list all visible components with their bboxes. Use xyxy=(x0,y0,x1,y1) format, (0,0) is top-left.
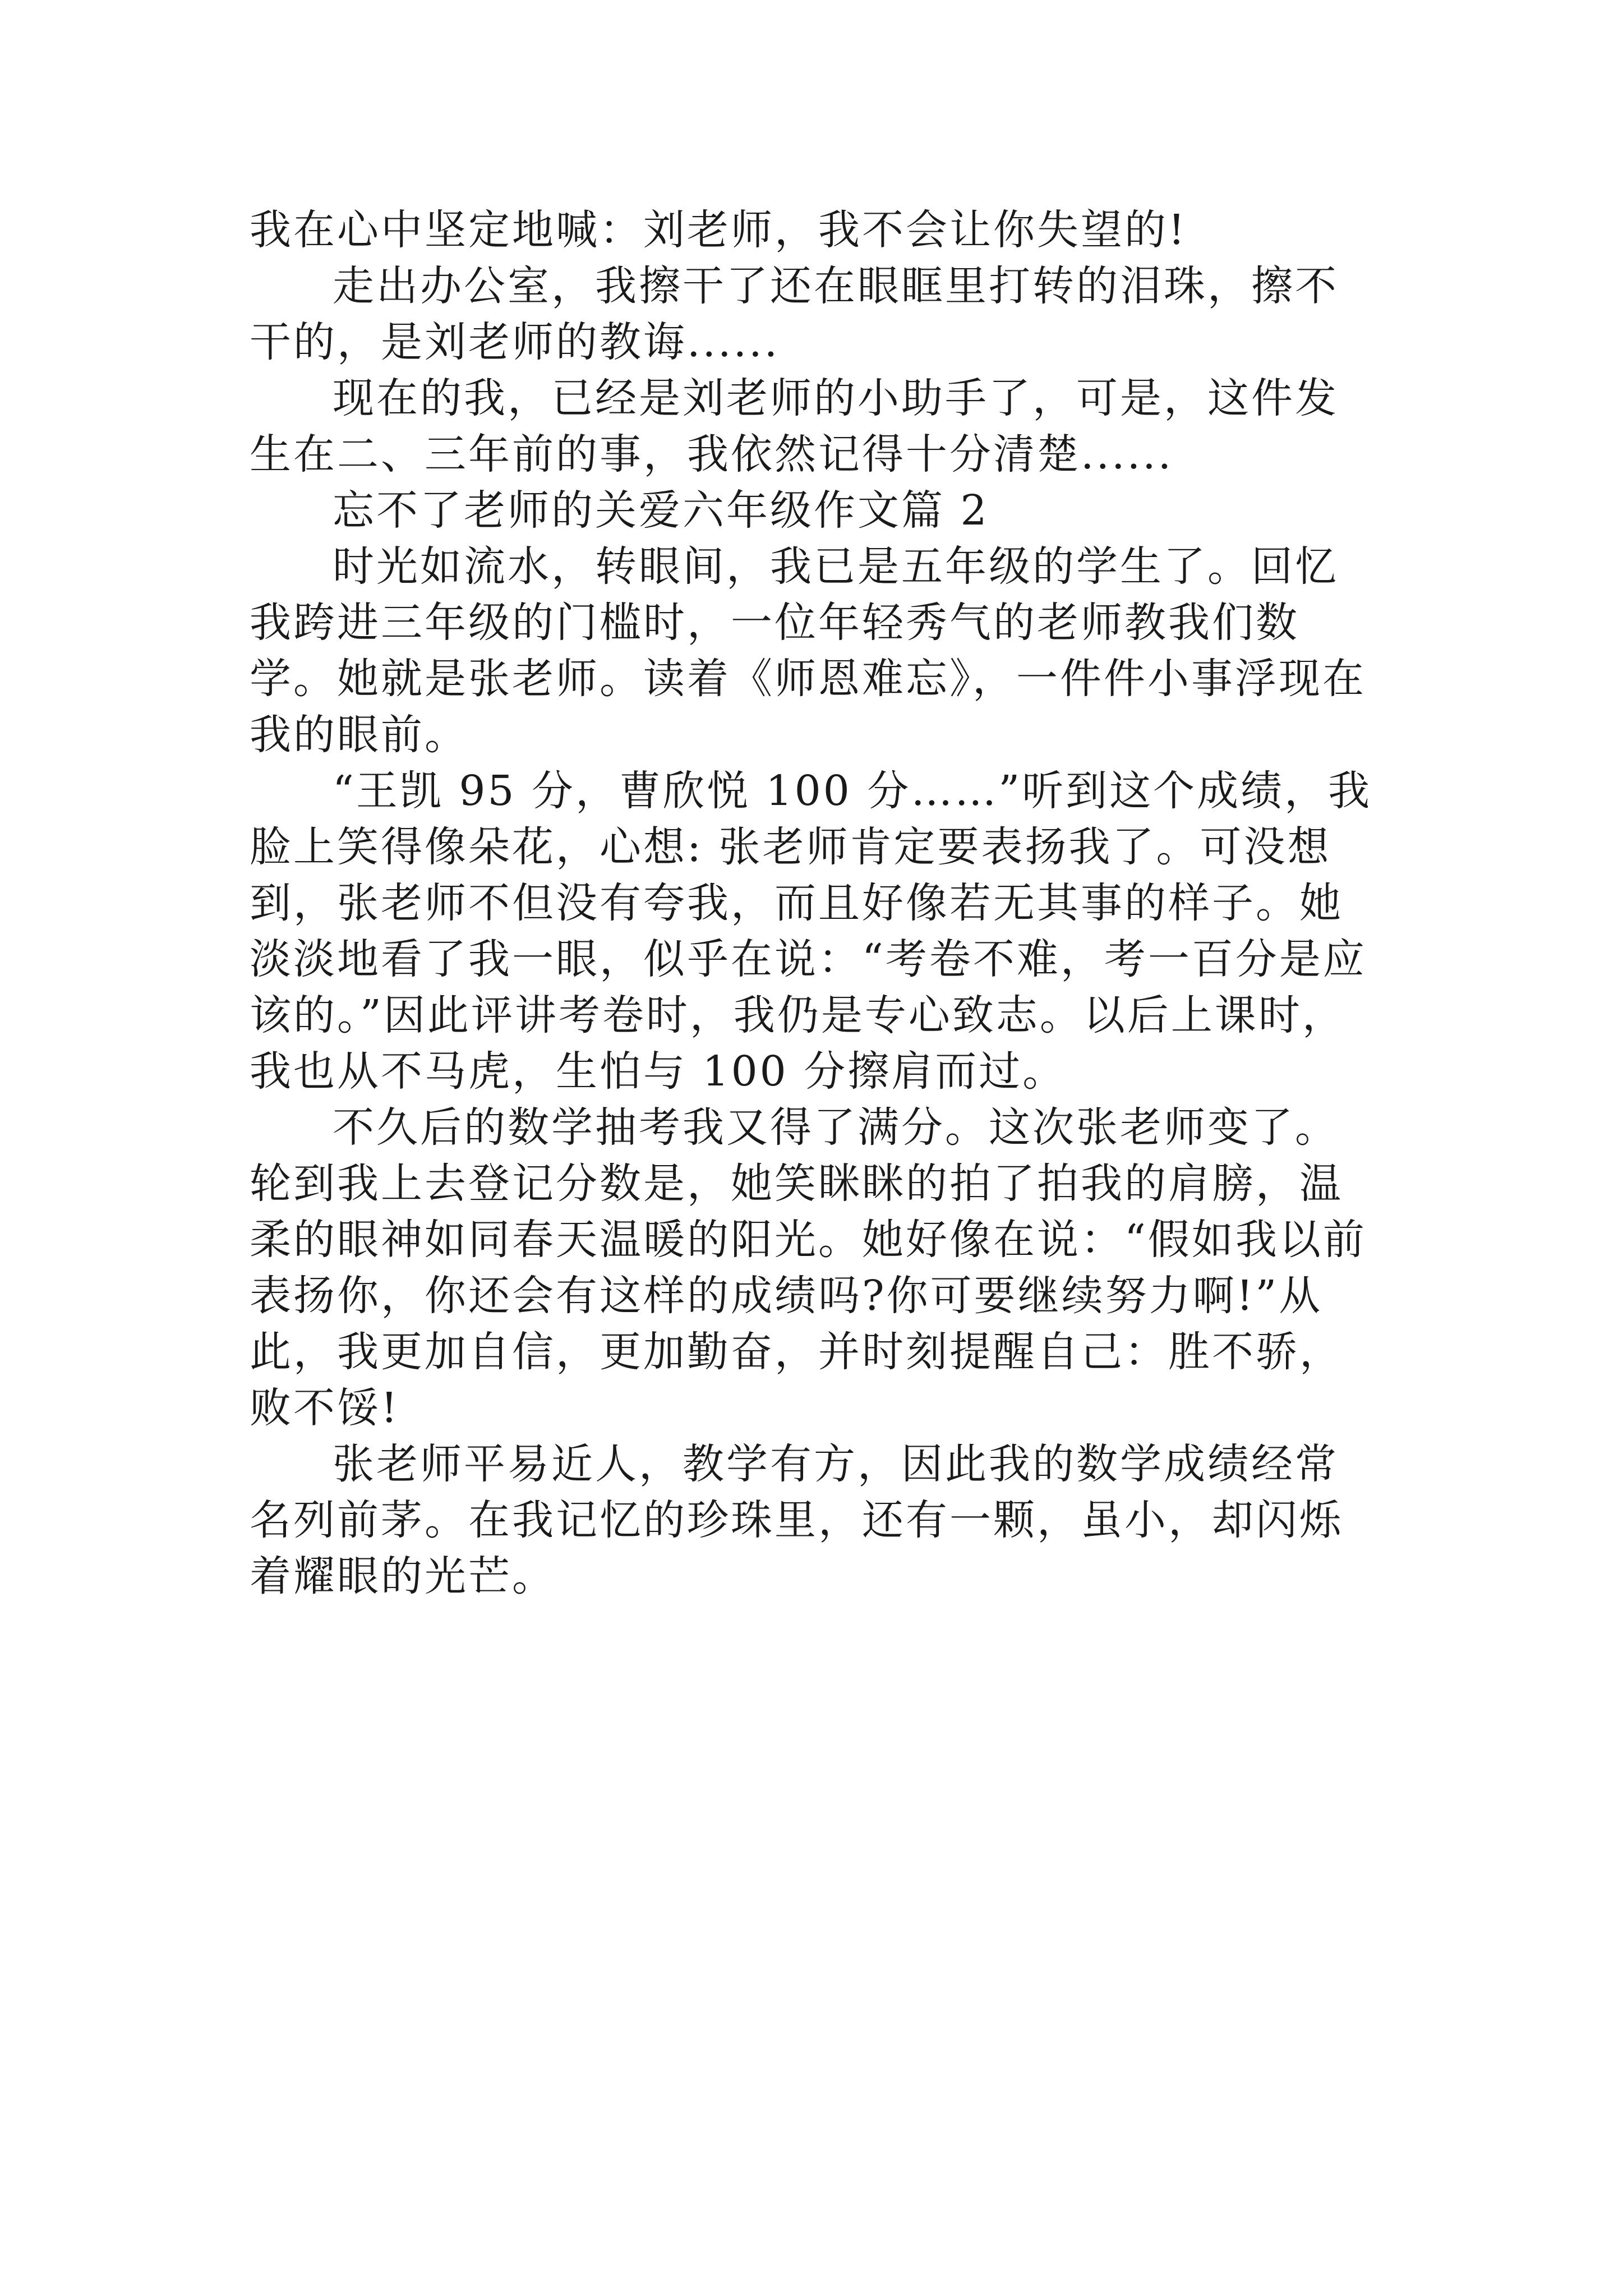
paragraph: “王凯 95 分，曹欣悦 100 分……”听到这个成绩，我脸上笑得像朵花，心想: 张老师肯定要表扬我了。可没想到，张老师不但没有夸我，而且好像若无其事的样子。她淡淡地看了我一眼，似乎在说：“考卷不难，考一百分是应该的。”因此评讲考卷时，我仍是专心致志。以后上课时，我也从不马虎，生怕与 100 分擦肩而过。 xyxy=(250,767,1372,1096)
paragraph: 张老师平易近人，教学有方，因此我的数学成绩经常名列前茅。在我记忆的珍珠里，还有一颗，虽小，却闪烁着耀眼的光芒。 xyxy=(250,1440,1343,1600)
paragraph: 走出办公室，我擦干了还在眼眶里打转的泪珠，擦不干的，是刘老师的教诲...... xyxy=(250,262,1339,366)
paragraph: 不久后的数学抽考我又得了满分。这次张老师变了。轮到我上去登记分数是，她笑眯眯的拍了拍我的肩膀，温柔的眼神如同春天温暖的阳光。她好像在说：“假如我以前表扬你，你还会有这样的成绩吗?你可要继续努力啊!”从此，我更加自信，更加勤奋，并时刻提醒自己：胜不骄，败不馁! xyxy=(250,1103,1367,1432)
document-body xyxy=(250,202,1380,1604)
paragraph: 现在的我，已经是刘老师的小助手了，可是，这件发生在二、三年前的事，我依然记得十分清楚...... xyxy=(250,374,1339,478)
paragraph: 我在心中坚定地喊：刘老师，我不会让你失望的! xyxy=(250,206,1187,254)
paragraph: 时光如流水，转眼间，我已是五年级的学生了。回忆我跨进三年级的门槛时，一位年轻秀气的老师教我们数学。她就是张老师。读着《师恩难忘》，一件件小事浮现在我的眼前。 xyxy=(250,542,1366,759)
section-heading: 忘不了老师的关爱六年级作文篇 2 xyxy=(333,486,989,535)
